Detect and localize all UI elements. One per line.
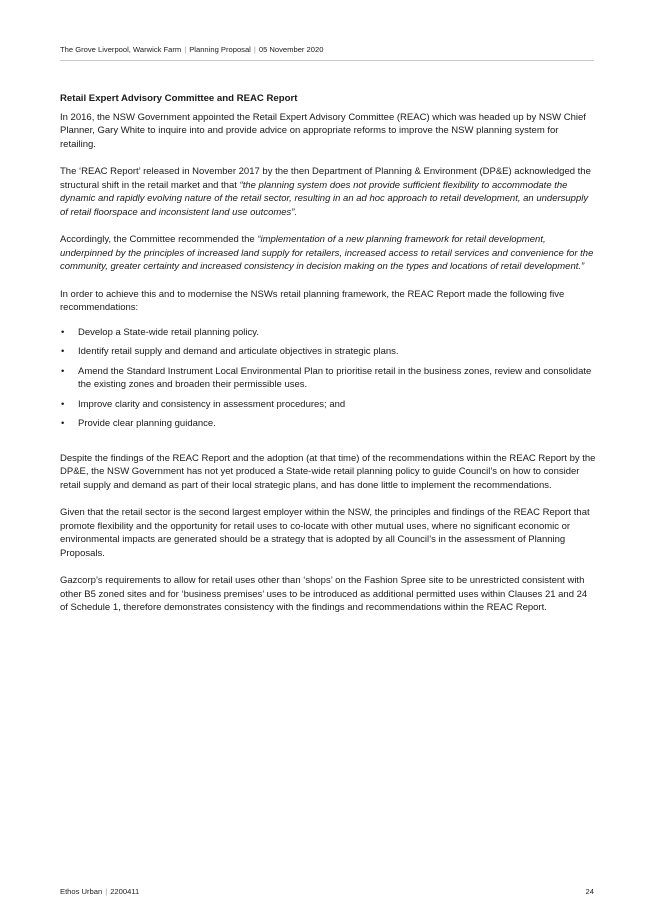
bullet-icon: • xyxy=(61,365,65,377)
paragraph-government-response: Despite the findings of the REAC Report and the adoption (at that time) of the recommendations within the REAC Report by the DP&E, the NSW Government has not yet produced a State-wide retail planning policy to guide Council’s on how to consider retail supply and demand as part of their local strategic plans, and has done little to implement the recommendations. xyxy=(60,452,596,491)
list-item xyxy=(60,365,596,392)
section-heading: Retail Expert Advisory Committee and REAC Report xyxy=(60,93,298,104)
page-footer xyxy=(60,887,139,896)
quote-text: “the planning system does not provide sufficient flexibility to accommodate the dynamic and rapidly evolving nature of the retail sector, resulting in an ad hoc approach to retail development, an undersupply of retail floorspace and inconsistent land use outcomes”. xyxy=(60,179,589,218)
paragraph-text: Accordingly, the Committee recommended the xyxy=(60,234,258,245)
list-item xyxy=(60,326,596,340)
list-item-text: Improve clarity and consistency in assessment procedures; and xyxy=(78,398,346,410)
list-item-text: Provide clear planning guidance. xyxy=(78,418,216,429)
list-item-text: Amend the Standard Instrument Local Environmental Plan to prioritise retail in the business zones, review and consolidate the existing zones and broaden their permissible uses. xyxy=(78,365,592,390)
paragraph-intro: In 2016, the NSW Government appointed the Retail Expert Advisory Committee (REAC) which was headed up by NSW Chief Planner, Gary White to inquire into and provide advice on appropriate reforms to improve the NSW planning system for retailing. xyxy=(60,111,586,150)
header-project: The Grove Liverpool, Warwick Farm xyxy=(60,45,182,54)
list-item-text: Identify retail supply and demand and articulate objectives in strategic plans. xyxy=(78,346,399,357)
footer-separator: | xyxy=(105,887,108,896)
paragraph-committee-recommendation xyxy=(60,233,596,274)
list-item-text: Develop a State-wide retail planning policy. xyxy=(78,326,259,338)
header-separator: | xyxy=(184,45,187,54)
bullet-icon: • xyxy=(61,326,65,338)
footer-job-number: 2200411 xyxy=(110,887,140,896)
header-divider xyxy=(60,60,594,61)
page-body xyxy=(60,92,596,629)
paragraph-text: The ‘REAC Report’ released in November 2017 by the then Department of Planning & Environment (DP&E) acknowledged the structural shift in the retail market and that xyxy=(60,166,591,191)
quote-text: “implementation of a new planning framework for retail development, underpinned by the principles of increased land supply for retailers, increased access to retail services and convenience for the community, greater certainty and increased consistency in decision making on the types and locations of retail development.” xyxy=(60,234,594,272)
list-item xyxy=(60,398,596,412)
recommendations-list xyxy=(60,326,596,431)
bullet-icon: • xyxy=(61,418,65,429)
header-separator: | xyxy=(253,45,256,54)
bullet-icon: • xyxy=(61,346,65,357)
footer-company: Ethos Urban xyxy=(60,887,103,896)
paragraph-recommendations-intro: In order to achieve this and to modernise the NSWs retail planning framework, the REAC Report made the following five recommendations: xyxy=(60,288,565,313)
bullet-icon: • xyxy=(61,398,65,410)
list-item xyxy=(60,345,596,359)
paragraph-retail-sector: Given that the retail sector is the second largest employer within the NSW, the principles and findings of the REAC Report that promote flexibility and the opportunity for retail uses to co-locate with other mutual uses, where no significant economic or environmental impacts are generated should be a strategy that is adopted by all Council’s in the assessment of Planning Proposals. xyxy=(60,507,590,559)
list-item xyxy=(60,417,596,431)
page-number: 24 xyxy=(585,887,594,896)
paragraph-reac-report xyxy=(60,165,596,219)
paragraph-gazcorp-requirements: Gazcorp’s requirements to allow for retail uses other than ‘shops’ on the Fashion Spree site to be unrestricted consistent with other B5 zoned sites and for ‘business premises’ uses to be introduced as additional permitted uses within Clauses 21 and 24 of Schedule 1, therefore demonstrates consistency with the findings and recommendations within the REAC Report. xyxy=(60,575,588,613)
header-document: Planning Proposal xyxy=(189,45,251,54)
header-date: 05 November 2020 xyxy=(258,45,324,54)
page-header xyxy=(60,45,323,54)
